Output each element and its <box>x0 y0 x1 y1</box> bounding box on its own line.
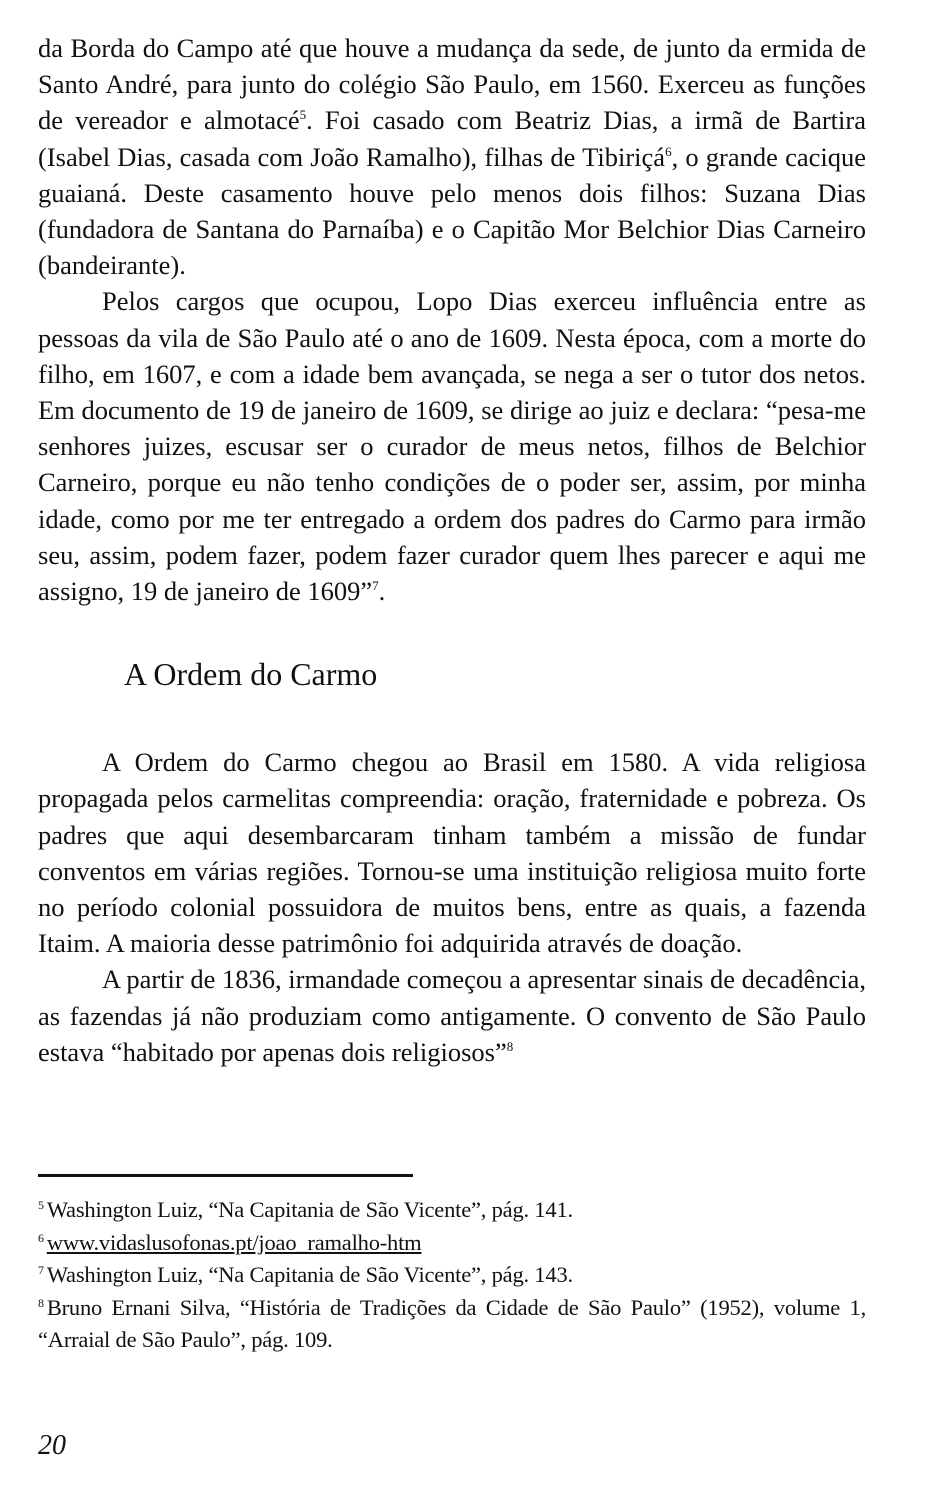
paragraph-3: A Ordem do Carmo chegou ao Brasil em 1580. A vida religiosa propagada pelos carmelitas compreendia: oração, fraternidade e pobreza. Os padres que aqui desembarcaram tinham também a missão de fundar conventos em várias regiões. Tornou-se uma instituição religiosa muito forte no período colonial possuidora de muitos bens, entre as quais, a fazenda Itaim. A maioria desse patrimônio foi adquirida através de doação. <box>38 747 866 959</box>
footnote-link[interactable]: www.vidaslusofonas.pt/joao_ramalho-htm <box>46 1229 422 1255</box>
paragraph-2-tail: . <box>378 576 386 607</box>
footnote-7 <box>38 1259 866 1292</box>
paragraph-4-text: A partir de 1836, irmandade começou a apresentar sinais de decadência, as fazendas já não produziam como antigamente. O convento de São Paulo estava “habitado por apenas dois religiosos” <box>38 964 866 1067</box>
footnote-number: 7 <box>38 1263 44 1277</box>
paragraph-1-text-2: . Foi casado com Beatriz Dias, a irmã de Bartira (Isabel Dias, casada com João Ramalho), filhas de Tibiriçá <box>38 105 866 172</box>
paragraph-2-text: Pelos cargos que ocupou, Lopo Dias exerceu influência entre as pessoas da vila de São Paulo até o ano de 1609. Nesta época, com a morte do filho, em 1607, e com a idade bem avançada, se nega a ser o tutor dos netos. Em documento de 19 de janeiro de 1609, se dirige ao juiz e declara: “pesa-me senhores juizes, escusar ser o curador de meus netos, filhos de Belchior Carneiro, porque eu não tenho condições de o poder ser, assim, por minha idade, como por me ter entregado a ordem dos padres do Carmo para irmão seu, assim, podem fazer, podem fazer curador quem lhes parecer e aqui me assigno, 19 de janeiro de 1609” <box>38 286 866 607</box>
footnotes <box>38 1194 866 1357</box>
paragraph-1-text: da Borda do Campo até que houve a mudança da sede, de junto da ermida de Santo André, para junto do colégio São Paulo, em 1560. Exerceu as funções de vereador e almotacé <box>38 33 866 136</box>
paragraph-1-text-3: , o grande cacique guaianá. Deste casamento houve pelo menos dois filhos: Suzana Dias (fundadora de Santana do Parnaíba) e o Capitão Mor Belchior Dias Carneiro (bandeirante). <box>38 141 866 281</box>
footnote-5 <box>38 1194 866 1227</box>
page-number: 20 <box>38 1430 66 1461</box>
footnote-number: 8 <box>38 1295 44 1310</box>
footnote-ref-8[interactable]: 8 <box>506 1038 514 1054</box>
section-heading: A Ordem do Carmo <box>124 656 378 693</box>
footnote-ref-7[interactable]: 7 <box>372 578 379 594</box>
footnote-number: 5 <box>38 1198 44 1212</box>
paragraph-2 <box>38 283 866 609</box>
footnote-text: Washington Luiz, “Na Capitania de São Vicente”, pág. 141. <box>46 1197 573 1222</box>
footnote-ref-5[interactable]: 5 <box>299 107 307 123</box>
footnote-ref-6[interactable]: 6 <box>665 143 672 159</box>
footnote-text: Bruno Ernani Silva, “História de Tradições da Cidade de São Paulo” (1952), volume 1, “Arraial de São Paulo”, pág. 109. <box>38 1294 866 1352</box>
footnote-number: 6 <box>38 1230 44 1245</box>
footnote-6 <box>38 1227 866 1260</box>
footnote-8 <box>38 1292 866 1357</box>
footnote-text: Washington Luiz, “Na Capitania de São Vicente”, pág. 143. <box>46 1262 573 1287</box>
paragraph-1 <box>38 30 866 283</box>
footnote-divider <box>38 1174 413 1177</box>
page-body <box>38 30 866 1070</box>
paragraph-4 <box>38 961 866 1070</box>
